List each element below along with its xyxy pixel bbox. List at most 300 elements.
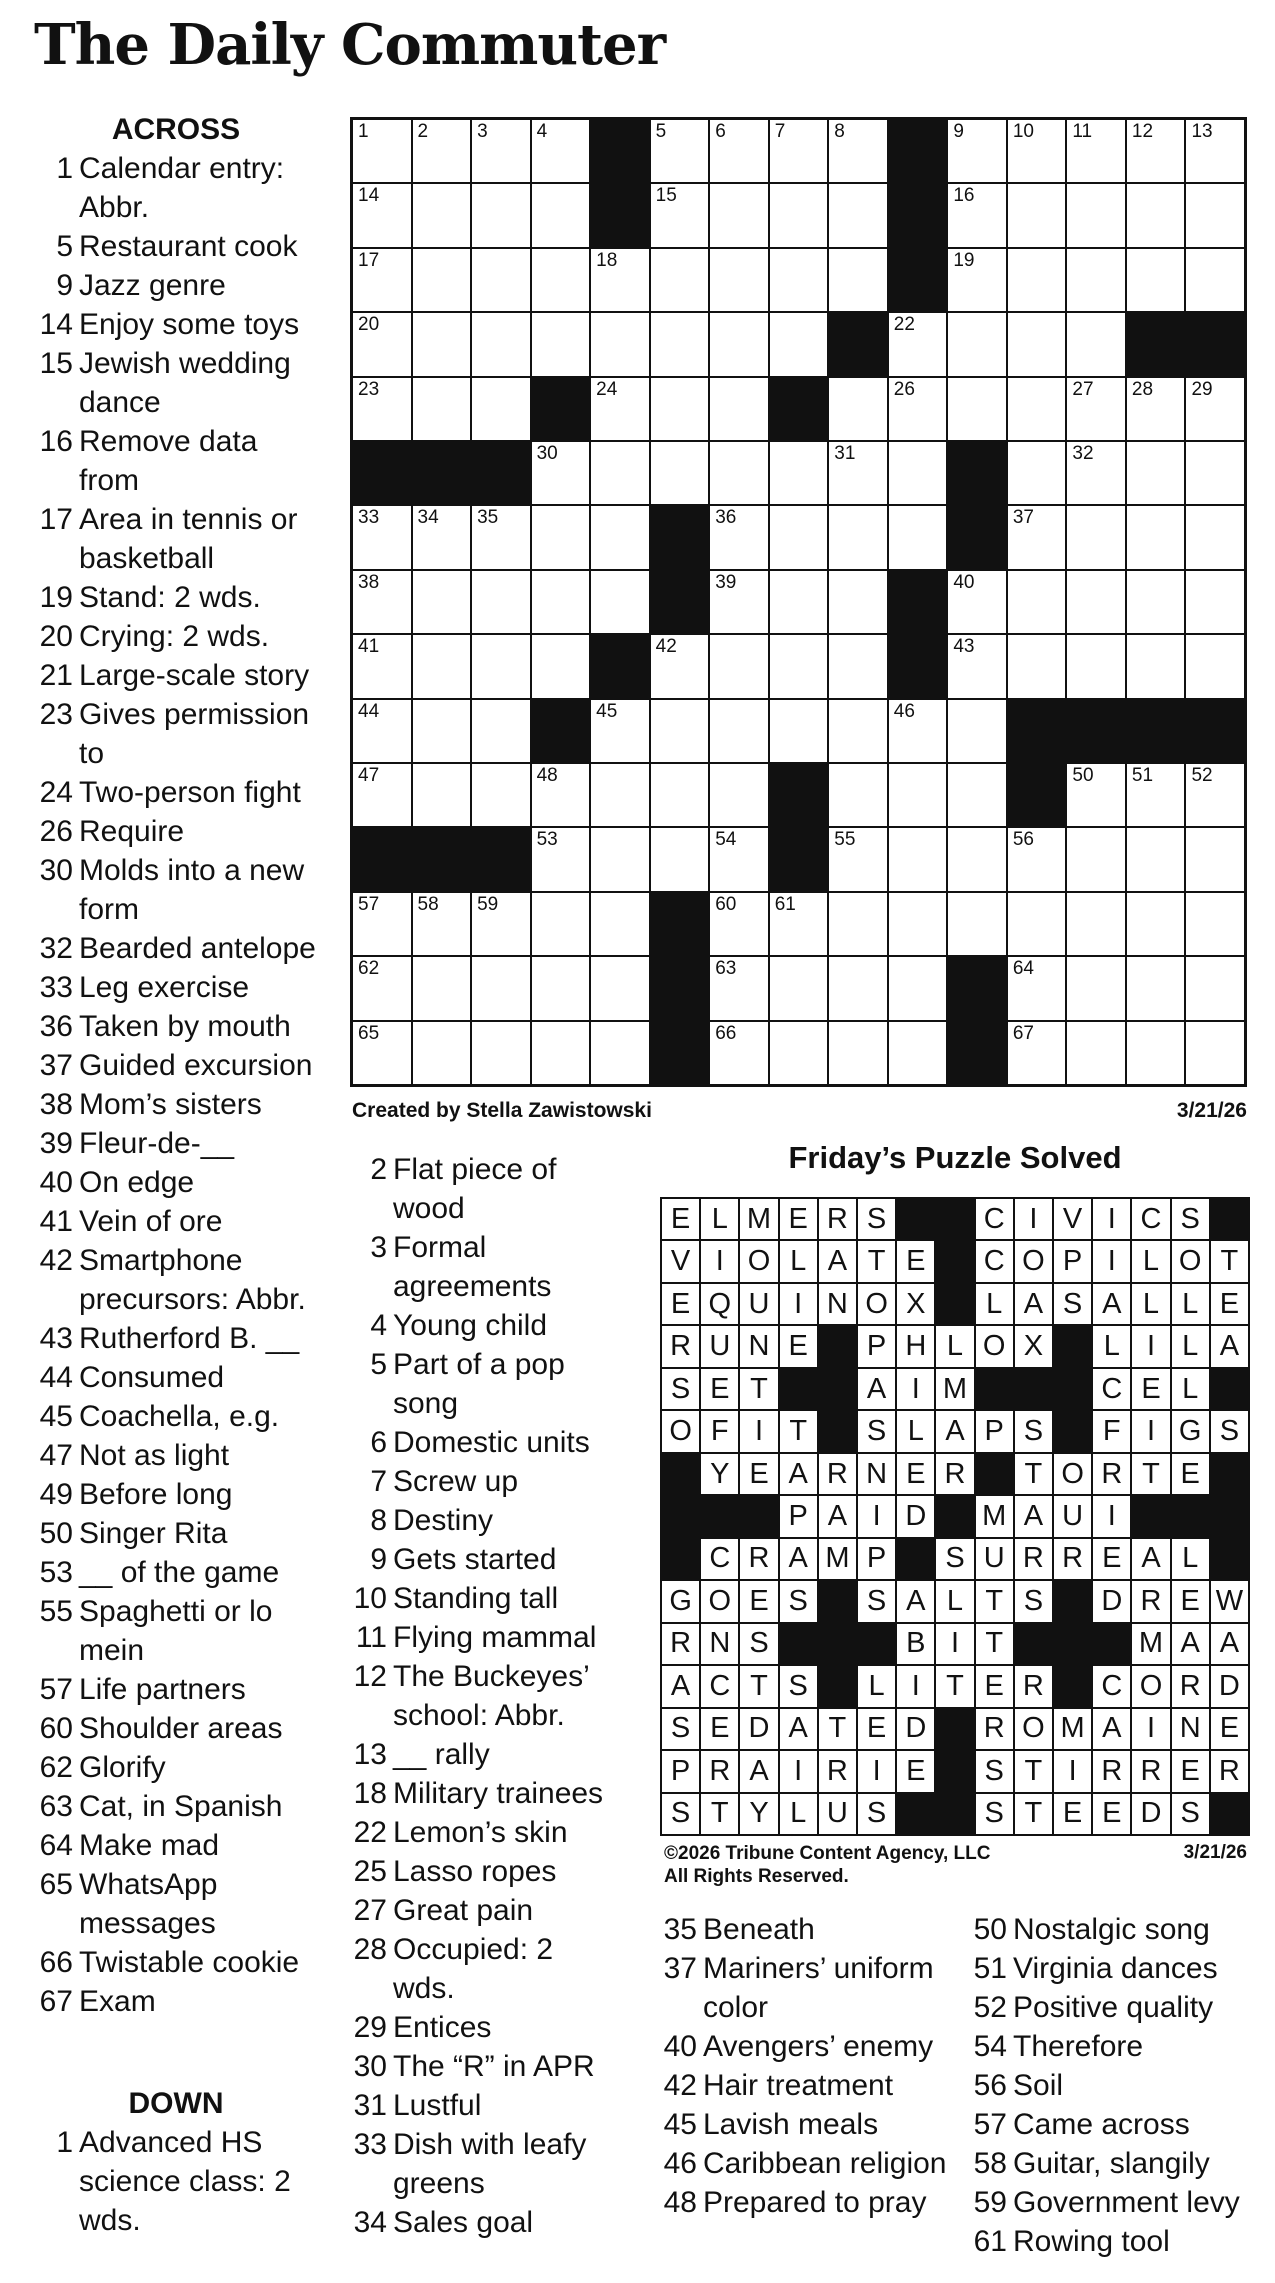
clue-item xyxy=(30,617,322,656)
clue-number: 23 xyxy=(39,698,73,731)
clue-number: 31 xyxy=(353,2089,387,2122)
grid-cell[interactable] xyxy=(948,313,1006,375)
grid-cell[interactable] xyxy=(472,1022,530,1084)
grid-cell[interactable] xyxy=(1186,764,1244,826)
grid-cell[interactable] xyxy=(353,635,411,697)
grid-cell[interactable] xyxy=(532,184,590,246)
solution-cell: C xyxy=(1093,1666,1130,1706)
grid-cell[interactable] xyxy=(948,764,1006,826)
grid-cell[interactable] xyxy=(770,184,828,246)
grid-cell[interactable] xyxy=(710,700,768,762)
grid-cell[interactable] xyxy=(413,249,471,311)
grid-cell[interactable] xyxy=(770,313,828,375)
black-square xyxy=(1127,700,1185,762)
grid-cell[interactable] xyxy=(1127,635,1185,697)
solution-cell: A xyxy=(936,1411,973,1451)
solution-cell: R xyxy=(701,1751,738,1791)
grid-cell[interactable] xyxy=(710,184,768,246)
grid-cell[interactable] xyxy=(829,442,887,504)
clue-number: 30 xyxy=(39,854,73,887)
grid-cell[interactable] xyxy=(1067,571,1125,633)
grid-cell[interactable] xyxy=(829,571,887,633)
grid-cell[interactable] xyxy=(1008,828,1066,890)
grid-cell[interactable] xyxy=(948,635,1006,697)
clue-item xyxy=(30,1943,322,1982)
grid-cell[interactable] xyxy=(1008,635,1066,697)
grid-cell[interactable] xyxy=(651,764,709,826)
grid-cell[interactable] xyxy=(1067,635,1125,697)
clue-item xyxy=(964,1949,1264,1988)
grid-cell[interactable] xyxy=(948,120,1006,182)
grid-cell[interactable] xyxy=(651,184,709,246)
grid-cell[interactable] xyxy=(651,378,709,440)
grid-cell[interactable] xyxy=(532,313,590,375)
clue-text: Domestic units xyxy=(393,1426,590,1459)
clue-text: Enjoy some toys xyxy=(79,308,300,341)
grid-cell[interactable] xyxy=(770,571,828,633)
clue-number: 20 xyxy=(39,620,73,653)
grid-cell[interactable] xyxy=(413,313,471,375)
grid-cell[interactable] xyxy=(1186,120,1244,182)
grid-cell[interactable] xyxy=(591,764,649,826)
grid-cell[interactable] xyxy=(1067,828,1125,890)
clue-item xyxy=(30,1124,322,1163)
grid-cell[interactable] xyxy=(472,313,530,375)
black-square xyxy=(532,700,590,762)
clue-text: Positive quality xyxy=(1013,1991,1214,2024)
solution-cell: E xyxy=(1211,1709,1248,1749)
grid-cell[interactable] xyxy=(770,442,828,504)
grid-cell[interactable] xyxy=(710,313,768,375)
cell-number: 18 xyxy=(596,249,618,271)
grid-cell[interactable] xyxy=(889,957,947,1019)
grid-cell[interactable] xyxy=(1127,442,1185,504)
grid-cell[interactable] xyxy=(532,828,590,890)
grid-cell[interactable] xyxy=(1067,893,1125,955)
grid-cell[interactable] xyxy=(829,893,887,955)
grid-cell[interactable] xyxy=(889,378,947,440)
solution-cell: I xyxy=(701,1241,738,1281)
grid-cell[interactable] xyxy=(1186,957,1244,1019)
grid-cell[interactable] xyxy=(770,120,828,182)
grid-cell[interactable] xyxy=(472,764,530,826)
grid-cell[interactable] xyxy=(1008,506,1066,568)
solution-cell: D xyxy=(1132,1794,1169,1834)
black-square xyxy=(591,635,649,697)
grid-cell[interactable] xyxy=(1127,1022,1185,1084)
grid-cell[interactable] xyxy=(532,506,590,568)
grid-cell[interactable] xyxy=(889,764,947,826)
grid-cell[interactable] xyxy=(1067,120,1125,182)
grid-cell[interactable] xyxy=(829,120,887,182)
grid-cell[interactable] xyxy=(710,764,768,826)
grid-cell[interactable] xyxy=(770,957,828,1019)
grid-cell[interactable] xyxy=(710,571,768,633)
down-heading: DOWN xyxy=(128,2087,224,2120)
grid-cell[interactable] xyxy=(1186,1022,1244,1084)
grid-cell[interactable] xyxy=(651,442,709,504)
solution-cell: D xyxy=(897,1496,934,1536)
black-square xyxy=(413,828,471,890)
grid-cell[interactable] xyxy=(591,442,649,504)
clue-number: 8 xyxy=(370,1504,387,1537)
clue-text: Sales goal xyxy=(393,2206,534,2239)
grid-cell[interactable] xyxy=(948,893,1006,955)
grid-cell[interactable] xyxy=(591,506,649,568)
grid-cell[interactable] xyxy=(1067,1022,1125,1084)
clue-text: Leg exercise xyxy=(79,971,250,1004)
grid-cell[interactable] xyxy=(1008,249,1066,311)
grid-cell[interactable] xyxy=(591,700,649,762)
grid-cell[interactable] xyxy=(353,957,411,1019)
clue-item xyxy=(30,968,322,1007)
grid-cell[interactable] xyxy=(472,957,530,1019)
grid-cell[interactable] xyxy=(889,700,947,762)
grid-cell[interactable] xyxy=(532,120,590,182)
grid-cell[interactable] xyxy=(353,893,411,955)
grid-cell[interactable] xyxy=(353,506,411,568)
grid-cell[interactable] xyxy=(710,506,768,568)
grid-cell[interactable] xyxy=(532,442,590,504)
clue-item xyxy=(964,2222,1264,2261)
grid-cell[interactable] xyxy=(1186,378,1244,440)
cell-number: 31 xyxy=(834,443,856,464)
clue-number: 47 xyxy=(39,1439,73,1472)
clue-item xyxy=(30,1202,322,1241)
grid-cell[interactable] xyxy=(651,635,709,697)
grid-cell[interactable] xyxy=(829,249,887,311)
solution-black-square xyxy=(819,1666,856,1706)
clue-text: Shoulder areas xyxy=(79,1712,283,1745)
grid-cell[interactable] xyxy=(710,378,768,440)
grid-cell[interactable] xyxy=(1127,184,1185,246)
grid-cell[interactable] xyxy=(472,700,530,762)
clue-item xyxy=(344,1423,619,1462)
clue-number: 9 xyxy=(370,1543,387,1576)
grid-cell[interactable] xyxy=(413,506,471,568)
grid-cell[interactable] xyxy=(1186,442,1244,504)
grid-cell[interactable] xyxy=(413,635,471,697)
solution-black-square xyxy=(1015,1369,1052,1409)
grid-cell[interactable] xyxy=(532,893,590,955)
clue-text: Spaghetti or lo mein xyxy=(79,1595,273,1667)
grid-cell[interactable] xyxy=(413,700,471,762)
grid-cell[interactable] xyxy=(1008,313,1066,375)
grid-cell[interactable] xyxy=(353,1022,411,1084)
grid-cell[interactable] xyxy=(472,506,530,568)
clue-item xyxy=(30,266,322,305)
grid-cell[interactable] xyxy=(1186,893,1244,955)
solution-black-square xyxy=(936,1794,973,1834)
solution-cell: E xyxy=(780,1199,817,1239)
grid-cell[interactable] xyxy=(1127,378,1185,440)
grid-cell[interactable] xyxy=(710,893,768,955)
grid-cell[interactable] xyxy=(651,700,709,762)
solution-cell: L xyxy=(936,1581,973,1621)
grid-cell[interactable] xyxy=(651,313,709,375)
grid-cell[interactable] xyxy=(591,828,649,890)
grid-cell[interactable] xyxy=(1067,506,1125,568)
grid-cell[interactable] xyxy=(413,957,471,1019)
clue-text: Rowing tool xyxy=(1013,2225,1170,2258)
grid-cell[interactable] xyxy=(1067,184,1125,246)
grid-cell[interactable] xyxy=(710,828,768,890)
grid-cell[interactable] xyxy=(710,1022,768,1084)
grid-cell[interactable] xyxy=(710,249,768,311)
grid-cell[interactable] xyxy=(1008,957,1066,1019)
grid-cell[interactable] xyxy=(829,378,887,440)
grid-cell[interactable] xyxy=(353,764,411,826)
cell-number: 64 xyxy=(1012,958,1034,980)
grid-cell[interactable] xyxy=(1127,957,1185,1019)
grid-cell[interactable] xyxy=(532,571,590,633)
solution-cell: R xyxy=(819,1454,856,1494)
grid-cell[interactable] xyxy=(1067,957,1125,1019)
grid-cell[interactable] xyxy=(1008,1022,1066,1084)
clue-number: 30 xyxy=(353,2050,387,2083)
solution-cell: L xyxy=(780,1241,817,1281)
grid-cell[interactable] xyxy=(532,764,590,826)
grid-cell[interactable] xyxy=(889,828,947,890)
solution-cell: E xyxy=(1172,1751,1209,1791)
grid-cell[interactable] xyxy=(1127,249,1185,311)
grid-cell[interactable] xyxy=(770,1022,828,1084)
grid-cell[interactable] xyxy=(413,120,471,182)
grid-cell[interactable] xyxy=(948,184,1006,246)
solution-cell: S xyxy=(780,1581,817,1621)
grid-cell[interactable] xyxy=(1127,893,1185,955)
grid-cell[interactable] xyxy=(710,957,768,1019)
solution-cell: G xyxy=(1172,1411,1209,1451)
grid-cell[interactable] xyxy=(829,764,887,826)
grid-cell[interactable] xyxy=(948,700,1006,762)
solution-cell: V xyxy=(662,1241,699,1281)
cell-number: 63 xyxy=(715,958,737,980)
grid-cell[interactable] xyxy=(1008,442,1066,504)
grid-cell[interactable] xyxy=(1186,571,1244,633)
cell-number: 17 xyxy=(358,249,380,271)
clue-number: 24 xyxy=(39,776,73,809)
grid-cell[interactable] xyxy=(413,893,471,955)
solution-cell: S xyxy=(936,1539,973,1579)
grid-cell[interactable] xyxy=(1127,571,1185,633)
solution-cell: I xyxy=(780,1751,817,1791)
grid-cell[interactable] xyxy=(591,571,649,633)
clue-text: Lemon’s skin xyxy=(393,1816,568,1849)
solution-cell: L xyxy=(897,1411,934,1451)
black-square xyxy=(651,893,709,955)
grid-cell[interactable] xyxy=(1186,828,1244,890)
cell-number: 39 xyxy=(715,571,737,593)
grid-cell[interactable] xyxy=(829,700,887,762)
down-clue-list xyxy=(964,1910,1264,2261)
grid-cell[interactable] xyxy=(948,571,1006,633)
grid-cell[interactable] xyxy=(829,957,887,1019)
clue-number: 49 xyxy=(39,1478,73,1511)
clue-text: Soil xyxy=(1013,2069,1064,2102)
cell-number: 45 xyxy=(596,700,618,722)
grid-cell[interactable] xyxy=(591,893,649,955)
clue-number: 17 xyxy=(39,503,73,536)
grid-cell[interactable] xyxy=(889,1022,947,1084)
cell-number: 38 xyxy=(358,571,380,593)
grid-cell[interactable] xyxy=(353,313,411,375)
solution-cell: A xyxy=(819,1496,856,1536)
grid-cell[interactable] xyxy=(1008,893,1066,955)
grid-cell[interactable] xyxy=(651,828,709,890)
grid-cell[interactable] xyxy=(1127,828,1185,890)
grid-cell[interactable] xyxy=(532,635,590,697)
solution-black-square xyxy=(819,1411,856,1451)
grid-cell[interactable] xyxy=(889,893,947,955)
solution-cell: L xyxy=(1132,1284,1169,1324)
clue-item xyxy=(344,2047,619,2086)
grid-cell[interactable] xyxy=(1186,635,1244,697)
grid-cell[interactable] xyxy=(1067,378,1125,440)
grid-cell[interactable] xyxy=(353,120,411,182)
clue-text: Twistable cookie xyxy=(79,1946,300,1979)
solution-black-square xyxy=(936,1751,973,1791)
clue-number: 42 xyxy=(663,2069,697,2102)
grid-cell[interactable] xyxy=(1127,506,1185,568)
grid-cell[interactable] xyxy=(413,184,471,246)
grid-cell[interactable] xyxy=(1008,120,1066,182)
grid-cell[interactable] xyxy=(889,313,947,375)
grid-cell[interactable] xyxy=(1186,184,1244,246)
grid-cell[interactable] xyxy=(413,1022,471,1084)
grid-cell[interactable] xyxy=(532,249,590,311)
grid-cell[interactable] xyxy=(770,249,828,311)
solution-cell: D xyxy=(740,1709,777,1749)
clue-item xyxy=(964,1988,1264,2027)
clue-number: 61 xyxy=(973,2225,1007,2258)
grid-cell[interactable] xyxy=(948,378,1006,440)
grid-cell[interactable] xyxy=(651,249,709,311)
grid-cell[interactable] xyxy=(472,893,530,955)
grid-cell[interactable] xyxy=(710,635,768,697)
solution-cell: A xyxy=(1211,1326,1248,1366)
clue-item xyxy=(30,578,322,617)
down-clues-column-4 xyxy=(964,1910,1264,2261)
grid-cell[interactable] xyxy=(770,893,828,955)
grid-cell[interactable] xyxy=(1186,249,1244,311)
grid-cell[interactable] xyxy=(591,957,649,1019)
cell-number: 67 xyxy=(1012,1022,1034,1044)
clue-text: Crying: 2 wds. xyxy=(79,620,270,653)
clue-text: Restaurant cook xyxy=(79,230,298,263)
solution-cell: E xyxy=(1211,1284,1248,1324)
grid-cell[interactable] xyxy=(532,1022,590,1084)
grid-cell[interactable] xyxy=(1067,313,1125,375)
solution-black-square xyxy=(662,1454,699,1494)
grid-cell[interactable] xyxy=(889,442,947,504)
grid-cell[interactable] xyxy=(413,571,471,633)
grid-cell[interactable] xyxy=(353,700,411,762)
grid-cell[interactable] xyxy=(1067,249,1125,311)
grid-cell[interactable] xyxy=(1008,184,1066,246)
grid-cell[interactable] xyxy=(591,249,649,311)
solution-cell: U xyxy=(1054,1496,1091,1536)
grid-cell[interactable] xyxy=(1008,571,1066,633)
grid-cell[interactable] xyxy=(1067,764,1125,826)
grid-cell[interactable] xyxy=(1067,442,1125,504)
grid-cell[interactable] xyxy=(353,571,411,633)
grid-cell[interactable] xyxy=(829,828,887,890)
grid-cell[interactable] xyxy=(1127,764,1185,826)
cell-number: 37 xyxy=(1012,507,1034,529)
grid-cell[interactable] xyxy=(829,184,887,246)
grid-cell[interactable] xyxy=(829,1022,887,1084)
grid-cell[interactable] xyxy=(472,378,530,440)
grid-cell[interactable] xyxy=(710,442,768,504)
grid-cell[interactable] xyxy=(710,120,768,182)
grid-cell[interactable] xyxy=(472,571,530,633)
clue-item xyxy=(654,2183,954,2222)
grid-cell[interactable] xyxy=(532,957,590,1019)
clue-item xyxy=(964,2105,1264,2144)
clue-text: Require xyxy=(79,815,185,848)
solution-black-square xyxy=(1211,1454,1248,1494)
grid-cell[interactable] xyxy=(591,313,649,375)
grid-cell[interactable] xyxy=(1186,506,1244,568)
grid-cell[interactable] xyxy=(353,249,411,311)
crossword-grid xyxy=(350,117,1247,1087)
grid-cell[interactable] xyxy=(770,635,828,697)
solution-cell: O xyxy=(976,1326,1013,1366)
solution-cell: I xyxy=(1132,1709,1169,1749)
clue-item xyxy=(344,1813,619,1852)
puzzle-credit: Created by Stella Zawistowski xyxy=(352,1099,652,1122)
clue-text: Hair treatment xyxy=(703,2069,894,2102)
grid-cell[interactable] xyxy=(472,120,530,182)
clue-number: 57 xyxy=(39,1673,73,1706)
solution-cell: I xyxy=(897,1666,934,1706)
solution-cell: F xyxy=(701,1411,738,1451)
grid-cell[interactable] xyxy=(591,378,649,440)
solution-cell: N xyxy=(819,1284,856,1324)
grid-cell[interactable] xyxy=(829,506,887,568)
grid-cell[interactable] xyxy=(353,378,411,440)
grid-cell[interactable] xyxy=(1008,378,1066,440)
solution-cell: X xyxy=(1015,1326,1052,1366)
grid-cell[interactable] xyxy=(829,635,887,697)
grid-cell[interactable] xyxy=(889,506,947,568)
clue-number: 55 xyxy=(39,1595,73,1628)
grid-cell[interactable] xyxy=(472,635,530,697)
grid-cell[interactable] xyxy=(472,184,530,246)
clue-number: 16 xyxy=(39,425,73,458)
grid-cell[interactable] xyxy=(770,700,828,762)
grid-cell[interactable] xyxy=(413,764,471,826)
solution-cell: F xyxy=(1093,1411,1130,1451)
grid-cell[interactable] xyxy=(472,249,530,311)
grid-cell[interactable] xyxy=(591,1022,649,1084)
grid-cell[interactable] xyxy=(1127,120,1185,182)
clue-number: 64 xyxy=(39,1829,73,1862)
grid-cell[interactable] xyxy=(413,378,471,440)
grid-cell[interactable] xyxy=(770,506,828,568)
solution-black-square xyxy=(819,1326,856,1366)
grid-cell[interactable] xyxy=(948,249,1006,311)
clue-item xyxy=(344,1657,619,1735)
grid-cell[interactable] xyxy=(651,120,709,182)
solution-black-square xyxy=(897,1794,934,1834)
cell-number: 4 xyxy=(536,121,548,142)
solution-cell: I xyxy=(1093,1496,1130,1536)
grid-cell[interactable] xyxy=(353,184,411,246)
solution-cell: B xyxy=(897,1624,934,1664)
grid-cell[interactable] xyxy=(948,828,1006,890)
